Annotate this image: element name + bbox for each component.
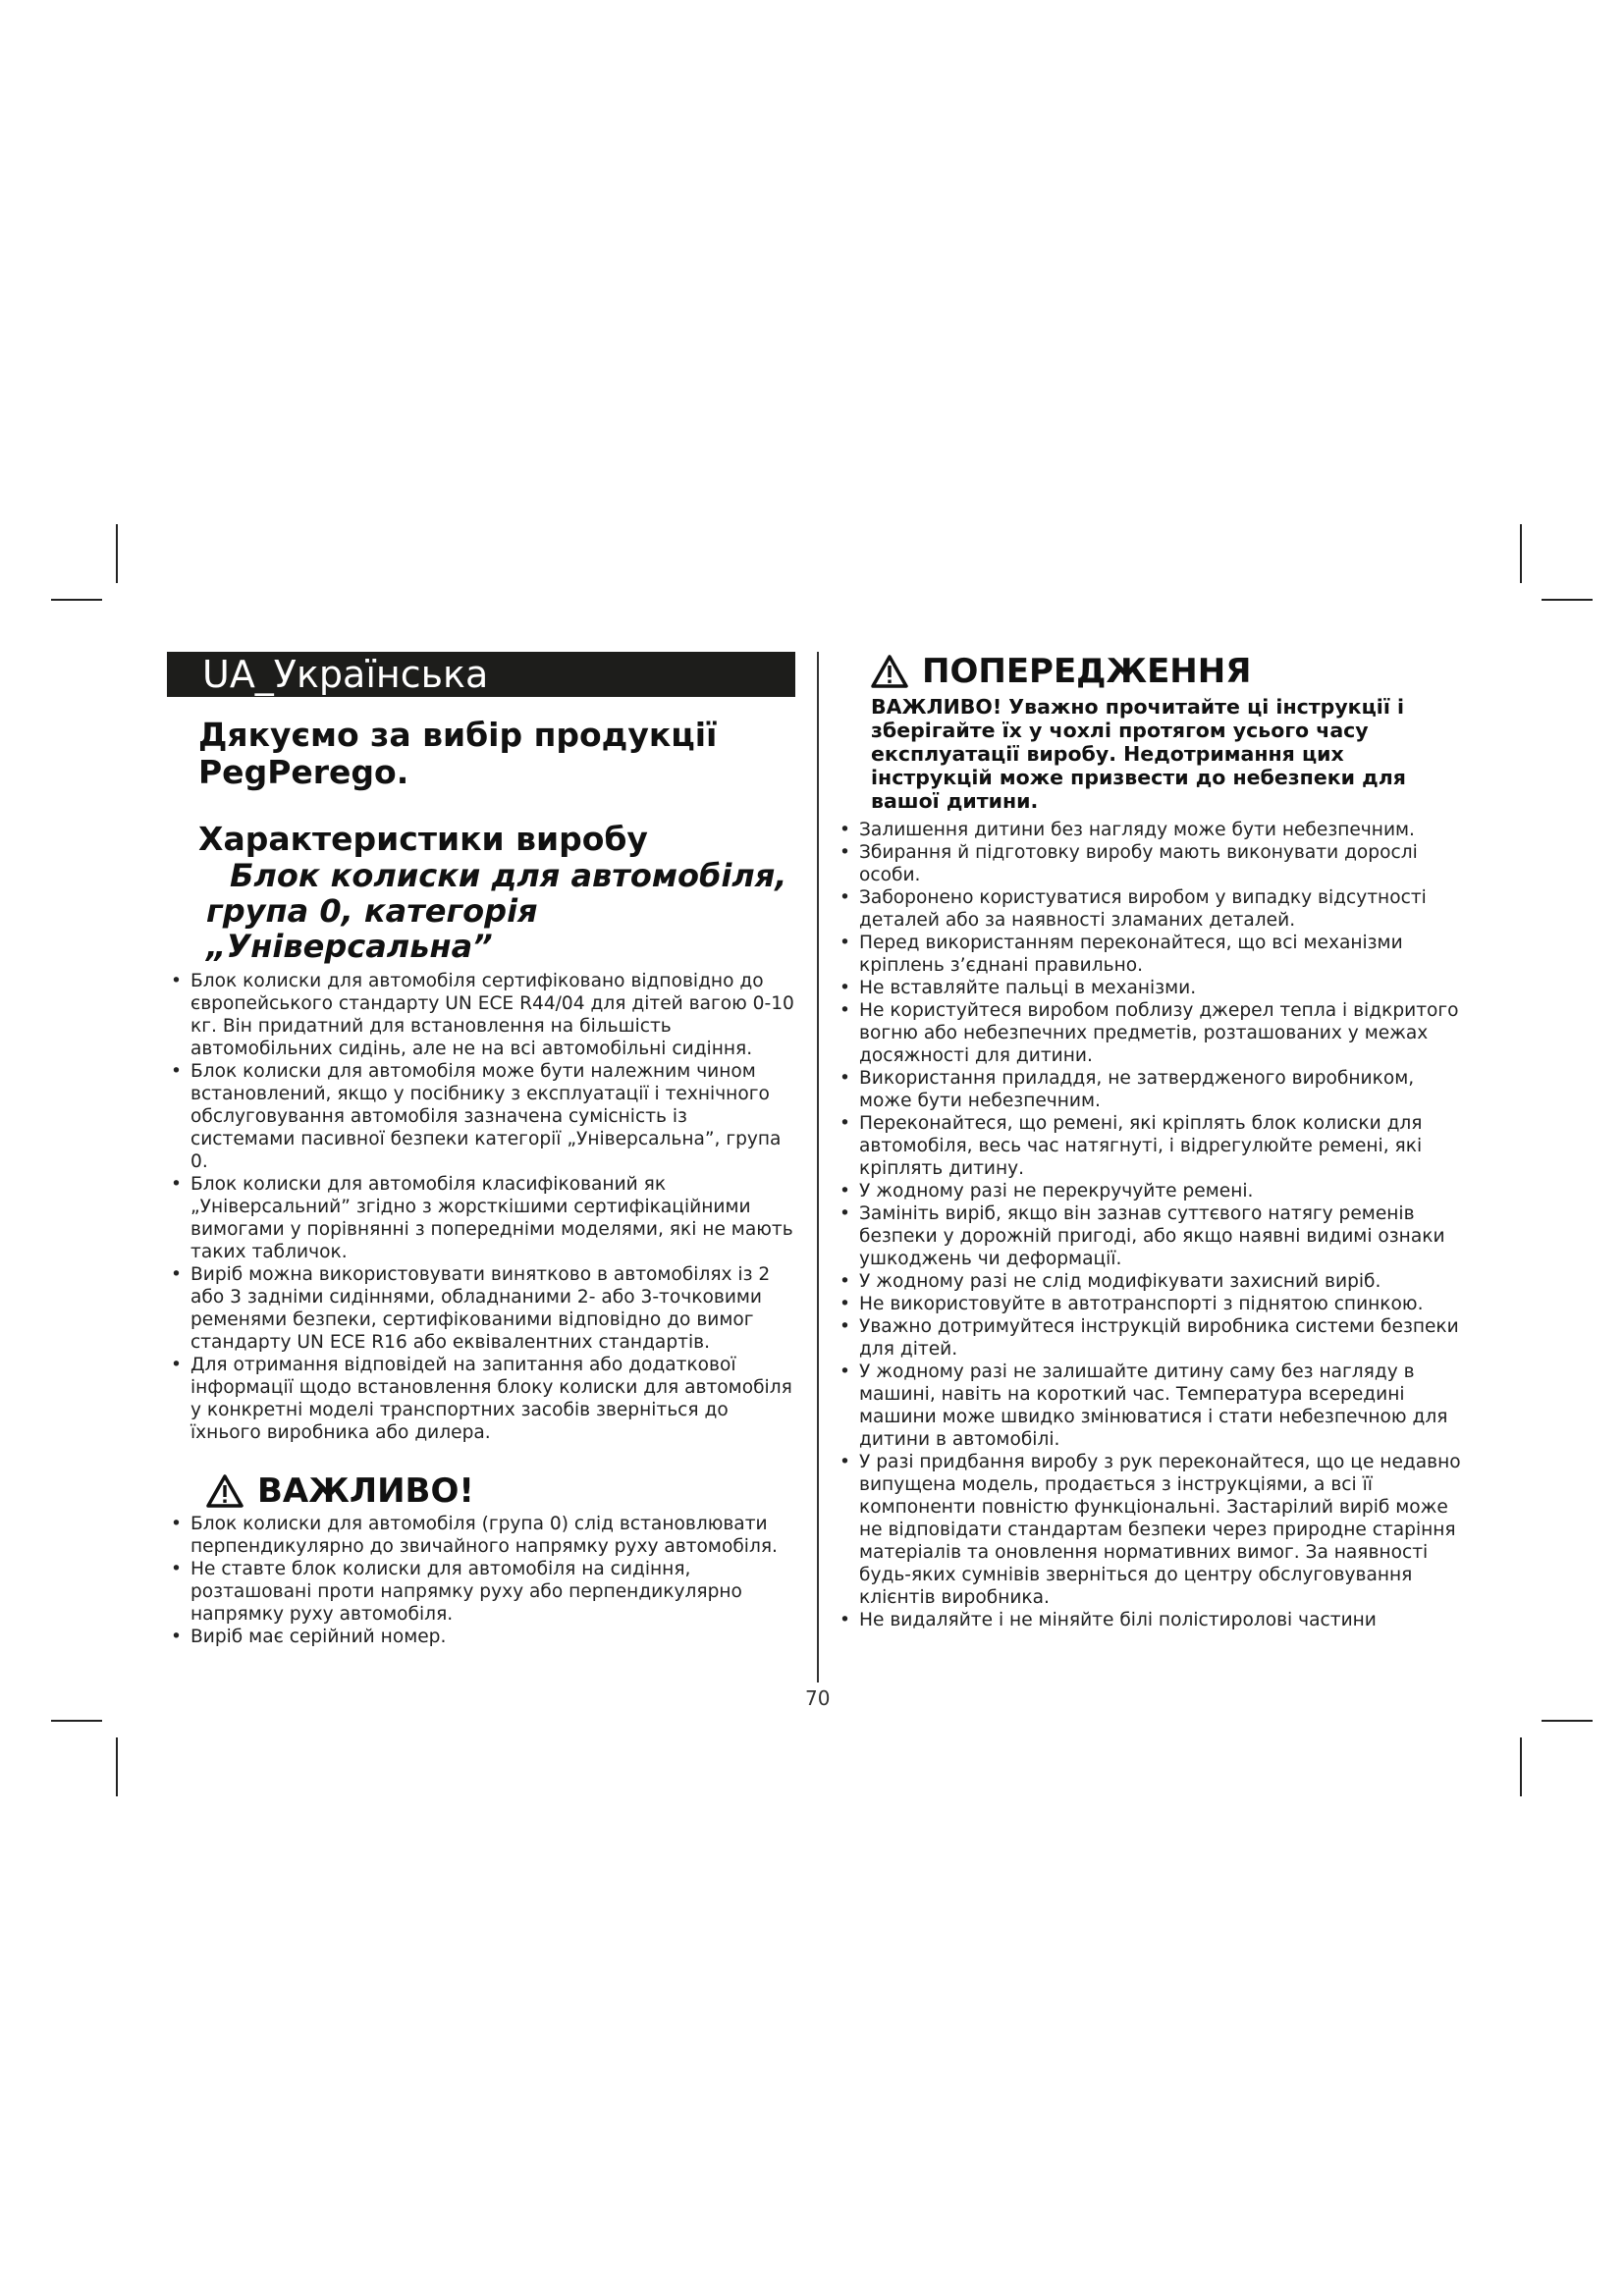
product-subtitle-line2: група 0, категорія „Універсальна” [206,892,538,965]
warnings-important-text: ВАЖЛИВО! Уважно прочитайте ці інструкції і зберігайте їх у чохлі протягом усього часу експлуатації виробу. Недотримання цих інструкцій може призвести до небезпеки для вашої дитини. [871,695,1406,813]
list-item: • У жодному разі не перекручуйте ремені. [836,1180,1472,1202]
product-subtitle-line1: Блок колиски для автомобіля, [230,857,787,894]
language-bar [167,652,795,697]
language-label: UA_Українська [202,653,489,696]
crop-mark-top-left-horizontal [51,599,102,601]
list-item: • Блок колиски для автомобіля (група 0) слід встановлювати перпендикулярно до звичайного напрямку руху автомобіля. [167,1513,795,1558]
left-column [167,652,795,1648]
list-item: • Виріб має серійний номер. [167,1626,795,1648]
warnings-heading [871,652,1472,691]
column-divider [817,652,819,1682]
warnings-title: ПОПЕРЕДЖЕННЯ [922,652,1252,691]
list-item: • Перед використанням переконайтеся, що всі механізми кріплень з’єднані правильно. [836,932,1472,977]
list-item: • Не використовуйте в автотранспорті з піднятою спинкою. [836,1293,1472,1315]
list-item: • Переконайтеся, що ремені, які кріплять блок колиски для автомобіля, весь час натягнуті, і відрегулюйте ремені, які кріплять дитину. [836,1112,1472,1180]
right-column [836,652,1472,1631]
list-item: • Не видаляйте і не міняйте білі полістиролові частини [836,1609,1472,1631]
crop-mark-bottom-right-horizontal [1542,1720,1593,1722]
list-item: • У разі придбання виробу з рук переконайтеся, що це недавно випущена модель, продається з інструкціями, а всі її компоненти повністю функціональні. Застарілий виріб може не відповідати стандартам безпеки через природне старіння матеріалів та оновлення нормативних вимог. За наявності будь-яких сумнівів зверніться до центру обслуговування клієнтів виробника. [836,1451,1472,1609]
list-item: • Використання приладдя, не затвердженого виробником, може бути небезпечним. [836,1067,1472,1112]
crop-mark-top-left-vertical [116,524,118,583]
crop-mark-bottom-left-horizontal [51,1720,102,1722]
list-item: • Виріб можна використовувати винятково в автомобілях із 2 або 3 задніми сидіннями, обладнаними 2- або 3-точковими ременями безпеки, сертифікованими відповідно до вимог стандарту UN ECE R16 або еквівалентних стандартів. [167,1263,795,1354]
list-item: • Заборонено користуватися виробом у випадку відсутності деталей або за наявності зламаних деталей. [836,886,1472,932]
list-item: • Збирання й підготовку виробу мають виконувати дорослі особи. [836,841,1472,886]
warnings-list [836,819,1472,1631]
list-item: • Залишення дитини без нагляду може бути небезпечним. [836,819,1472,841]
important-list [167,1513,795,1648]
important-heading [206,1471,795,1511]
list-item: • У жодному разі не залишайте дитину саму без нагляду в машині, навіть на короткий час. Температура всередині машини може швидко змінюватися і стати небезпечною для дитини в автомобілі. [836,1361,1472,1451]
warning-triangle-icon [871,655,908,688]
list-item: • Замініть виріб, якщо він зазнав суттєвого натягу ременів безпеки у дорожній пригоді, або якщо наявні видимі ознаки ушкоджень чи деформації. [836,1202,1472,1270]
list-item: • Блок колиски для автомобіля класифікований як „Універсальний” згідно з жорсткішими сертифікаційними вимогами у порівнянні з попередніми моделями, які не мають таких табличок. [167,1173,795,1263]
list-item: • Не вставляйте пальці в механізми. [836,977,1472,999]
list-item: • У жодному разі не слід модифікувати захисний виріб. [836,1270,1472,1293]
list-item: • Блок колиски для автомобіля сертифіковано відповідно до європейського стандарту UN ECE R44/04 для дітей вагою 0-10 кг. Він придатний для встановлення на більшість автомобільних сидінь, але не на всі автомобільні сидіння. [167,970,795,1060]
thanks-title: Дякуємо за вибір продукції PegPerego. [198,716,718,791]
page-number: 70 [805,1686,831,1710]
list-item: • Не користуйтеся виробом поблизу джерел тепла і відкритого вогню або небезпечних предметів, розташованих у межах досяжності для дитини. [836,999,1472,1067]
crop-mark-bottom-right-vertical [1520,1737,1522,1796]
crop-mark-top-right-vertical [1520,524,1522,583]
list-item: • Не ставте блок колиски для автомобіля на сидіння, розташовані проти напрямку руху або перпендикулярно напрямку руху автомобіля. [167,1558,795,1626]
warning-triangle-icon [206,1474,244,1508]
important-title: ВАЖЛИВО! [257,1471,474,1511]
list-item: • Уважно дотримуйтеся інструкцій виробника системи безпеки для дітей. [836,1315,1472,1361]
features-list [167,970,795,1444]
list-item: • Для отримання відповідей на запитання або додаткової інформації щодо встановлення блоку колиски для автомобіля у конкретні моделі транспортних засобів зверніться до їхнього виробника або дилера. [167,1354,795,1444]
crop-mark-top-right-horizontal [1542,599,1593,601]
features-title: Характеристики виробу [198,820,648,858]
crop-mark-bottom-left-vertical [116,1737,118,1796]
list-item: • Блок колиски для автомобіля може бути належним чином встановлений, якщо у посібнику з експлуатації і технічного обслуговування автомобіля зазначена сумісність із системами пасивної безпеки категорії „Універсальна”, група 0. [167,1060,795,1173]
